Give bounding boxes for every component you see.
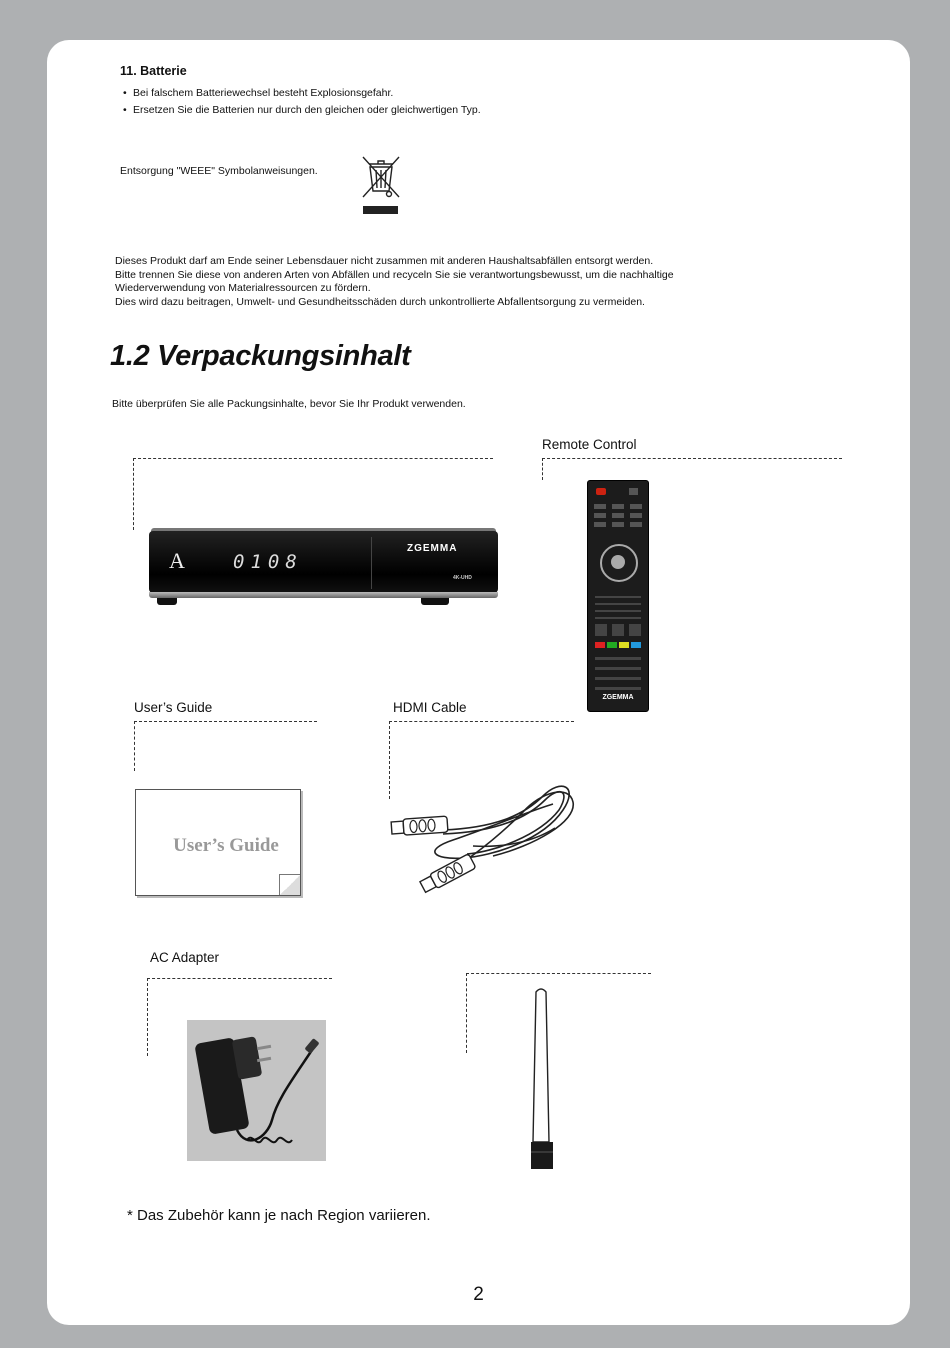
adapter-frame-top bbox=[147, 978, 332, 979]
power-icon bbox=[596, 488, 606, 495]
battery-bullet: • Bei falschem Batteriewechsel besteht Explosionsgefahr. bbox=[123, 87, 394, 99]
yellow-key bbox=[619, 642, 629, 648]
packaging-intro: Bitte überprüfen Sie alle Packungsinhalte, bevor Sie Ihr Produkt verwenden. bbox=[112, 398, 466, 410]
hdmi-frame-top bbox=[389, 721, 574, 722]
ac-adapter-icon bbox=[187, 1020, 326, 1161]
antenna-frame-top bbox=[466, 973, 651, 974]
red-key bbox=[595, 642, 605, 648]
vol-ch-keys bbox=[595, 591, 641, 619]
green-key bbox=[607, 642, 617, 648]
section-title: 1.2 Verpackungsinhalt bbox=[110, 340, 411, 372]
remote-brand: ZGEMMA bbox=[602, 694, 634, 701]
battery-bullet: • Ersetzen Sie die Batterien nur durch den gleichen oder gleichwertigen Typ. bbox=[123, 104, 481, 116]
receiver-brand: ZGEMMA bbox=[407, 543, 458, 554]
blue-key bbox=[631, 642, 641, 648]
mute-icon bbox=[629, 488, 638, 495]
remote-frame-left bbox=[542, 458, 543, 480]
ac-adapter-photo bbox=[187, 1020, 326, 1161]
remote-label: Remote Control bbox=[542, 437, 637, 452]
remote-frame-top bbox=[542, 458, 842, 459]
users-guide-booklet bbox=[135, 789, 301, 896]
hdmi-cable-image bbox=[383, 776, 581, 902]
weee-paragraph: Dieses Produkt darf am Ende seiner Lebensdauer nicht zusammen mit anderen Haushaltsabfällen entsorgt werden. Bitte trennen Sie diese von anderen Arten von Abfällen und recyceln Sie sie verantwortungsbewusst, um die nachhaltige Wiederverwendung von Materialressourcen zu fördern. Dies wird dazu beitragen, Umwelt- und Gesundheitsschäden durch unkontrollierte Abfallentsorgung zu vermeiden. bbox=[115, 255, 674, 308]
guide-frame-left bbox=[134, 721, 135, 771]
guide-cover-title: User’s Guide bbox=[173, 835, 279, 856]
receiver-image bbox=[149, 528, 498, 610]
remote-control-image bbox=[587, 480, 649, 712]
adapter-frame-left bbox=[147, 978, 148, 1056]
guide-frame-top bbox=[134, 721, 317, 722]
receiver-frame-top bbox=[133, 458, 493, 459]
antenna-frame-left bbox=[466, 973, 467, 1053]
receiver-frame-left bbox=[133, 458, 134, 530]
receiver-display: 0108 bbox=[233, 551, 303, 573]
page-number: 2 bbox=[473, 1284, 484, 1305]
footnote: * Das Zubehör kann je nach Region variieren. bbox=[127, 1207, 431, 1224]
receiver-model: 4K-UHD bbox=[453, 575, 472, 581]
guide-label: User’s Guide bbox=[134, 700, 213, 715]
media-keys bbox=[595, 652, 641, 690]
ok-button bbox=[611, 555, 625, 569]
wifi-antenna-image bbox=[527, 986, 557, 1172]
battery-heading: 11. Batterie bbox=[120, 64, 187, 78]
page-curl-icon bbox=[279, 874, 300, 895]
weee-bin-icon bbox=[360, 154, 402, 216]
adapter-label: AC Adapter bbox=[150, 950, 220, 965]
weee-label: Entsorgung "WEEE" Symbolanweisungen. bbox=[120, 165, 318, 177]
manual-page bbox=[47, 40, 910, 1325]
brand-logo-icon: A bbox=[169, 548, 185, 573]
hdmi-label: HDMI Cable bbox=[393, 700, 467, 715]
